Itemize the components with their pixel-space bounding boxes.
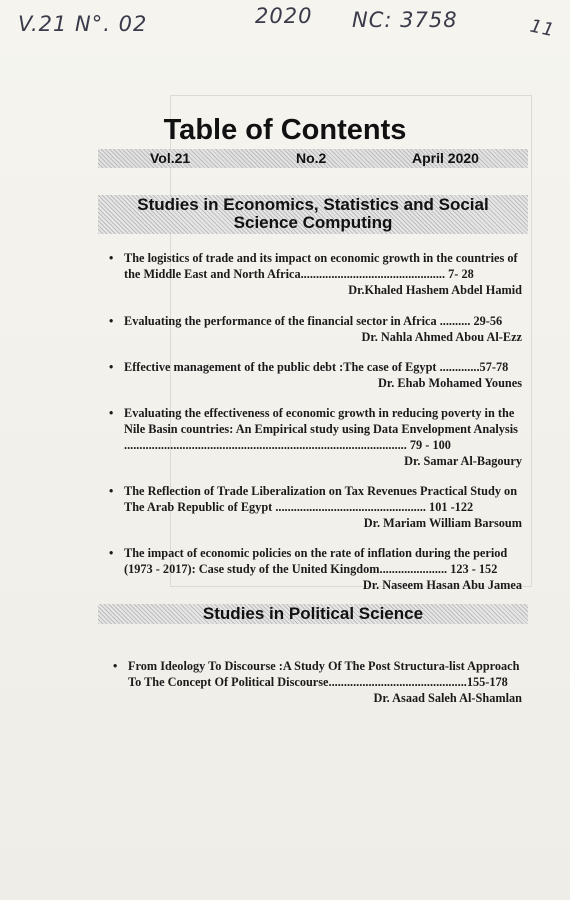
entry-author: Dr. Naseem Hasan Abu Jamea — [362, 578, 522, 592]
section-heading-economics — [98, 195, 528, 234]
bullet-icon: • — [109, 484, 114, 498]
entry-title-line: From Ideology To Discourse :A Study Of The Post Structura-list Approach — [128, 659, 520, 673]
entry-title-line: the Middle East and North Africa............................................... 7- 28 — [124, 267, 474, 281]
toc-entry[interactable] — [113, 658, 522, 705]
page-title: Table of Contents — [163, 114, 407, 146]
handwritten-page-note: 11 — [528, 15, 557, 42]
toc-entry[interactable] — [109, 405, 522, 468]
entry-title-line: Effective management of the public debt :The case of Egypt .............57-78 — [124, 360, 509, 374]
toc-entry[interactable] — [109, 250, 522, 297]
entry-author: Dr. Asaad Saleh Al-Shamlan — [373, 691, 522, 705]
handwritten-year-note: 2020 — [255, 4, 313, 28]
bullet-icon: • — [109, 251, 114, 265]
bullet-icon: • — [113, 659, 118, 673]
entry-title-line: The Reflection of Trade Liberalization on Tax Revenues Practical Study on — [124, 484, 518, 498]
section-heading-political-science — [98, 604, 528, 624]
entry-title-line: Evaluating the effectiveness of economic growth in reducing poverty in the — [124, 406, 515, 420]
entry-title-line: The Arab Republic of Egypt ................................................. 101 -122 — [124, 500, 474, 514]
bullet-icon: • — [109, 546, 114, 560]
issue-date: April 2020 — [412, 150, 479, 166]
entry-title-line: The logistics of trade and its impact on economic growth in the countries of — [124, 251, 518, 265]
entry-title-line: (1973 - 2017): Case study of the United Kingdom...................... 123 - 152 — [124, 562, 498, 576]
entry-title-line: The impact of economic policies on the rate of inflation during the period — [124, 546, 508, 560]
bullet-icon: • — [109, 314, 114, 328]
toc-entry[interactable] — [109, 483, 522, 530]
handwritten-code-note: NC: 3758 — [352, 8, 458, 32]
section-heading-line: Science Computing — [233, 213, 393, 232]
handwritten-volume-note: V.21 N°. 02 — [18, 12, 148, 36]
section-heading-line: Studies in Economics, Statistics and Social — [137, 195, 489, 214]
issue-number: No.2 — [296, 150, 327, 166]
entry-author: Dr. Mariam William Barsoum — [363, 516, 522, 530]
toc-entry[interactable] — [109, 313, 522, 344]
entry-title-line: ............................................................................................ 79 - 100 — [124, 438, 451, 452]
entry-title-line: Nile Basin countries: An Empirical study using Data Envelopment Analysis — [124, 422, 518, 436]
toc-entry[interactable] — [109, 545, 522, 592]
entry-author: Dr. Nahla Ahmed Abou Al-Ezz — [361, 330, 522, 344]
entry-author: Dr.Khaled Hashem Abdel Hamid — [348, 283, 522, 297]
entry-author: Dr. Ehab Mohamed Younes — [378, 376, 522, 390]
entry-title-line: Evaluating the performance of the financial sector in Africa .......... 29-56 — [124, 314, 503, 328]
bullet-icon: • — [109, 360, 114, 374]
issue-volume: Vol.21 — [150, 150, 191, 166]
bullet-icon: • — [109, 406, 114, 420]
entry-author: Dr. Samar Al-Bagoury — [404, 454, 522, 468]
toc-entry[interactable] — [109, 359, 522, 390]
section-heading-line: Studies in Political Science — [202, 604, 424, 623]
issue-info — [0, 148, 570, 168]
entry-title-line: To The Concept Of Political Discourse.............................................155-178 — [128, 675, 508, 689]
